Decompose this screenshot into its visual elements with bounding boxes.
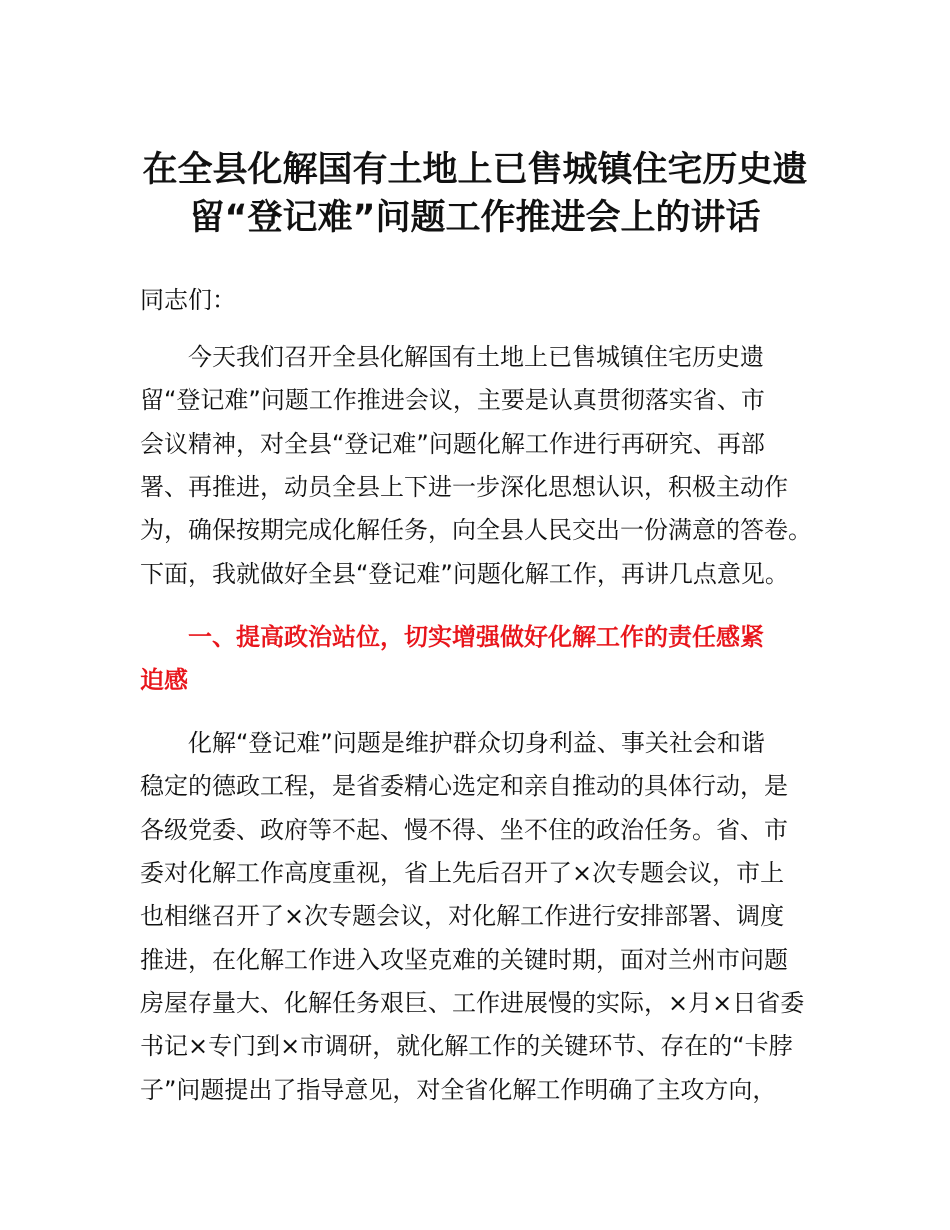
paragraph-line: 下面，我就做好全县“登记难”问题化解工作，再讲几点意见。 (140, 560, 789, 588)
document-title-line-2: 留“登记难”问题工作推进会上的讲话 (189, 198, 761, 238)
paragraph-line: 推进，在化解工作进入攻坚克难的关键时期，面对兰州市问题 (140, 946, 788, 974)
paragraph-line: 署、再推进，动员全县上下进一步深化思想认识，积极主动作 (140, 473, 788, 501)
paragraph-line: 子”问题提出了指导意见，对全省化解工作明确了主攻方向， (140, 1076, 777, 1104)
document-title-line-1: 在全县化解国有土地上已售城镇住宅历史遗 (142, 150, 808, 190)
paragraph-line: 各级党委、政府等不起、慢不得、坐不住的政治任务。省、市 (140, 816, 788, 844)
salutation: 同志们： (140, 286, 236, 314)
paragraph-line: 书记×专门到×市调研，就化解工作的关键环节、存在的“卡脖 (140, 1032, 793, 1060)
paragraph-line: 化解“登记难”问题是维护群众切身利益、事关社会和谐 (188, 729, 765, 757)
section-heading-line: 迫感 (140, 666, 188, 694)
paragraph-line: 也相继召开了×次专题会议，对化解工作进行安排部署、调度 (140, 902, 785, 930)
paragraph-line: 留“登记难”问题工作推进会议，主要是认真贯彻落实省、市 (140, 386, 765, 414)
paragraph-line: 稳定的德政工程，是省委精心选定和亲自推动的具体行动，是 (140, 772, 788, 800)
section-heading-line: 一、提高政治站位，切实增强做好化解工作的责任感紧 (188, 623, 764, 651)
paragraph-line: 委对化解工作高度重视，省上先后召开了×次专题会议，市上 (140, 859, 785, 887)
paragraph-line: 房屋存量大、化解任务艰巨、工作进展慢的实际，×月×日省委 (140, 989, 805, 1017)
paragraph-line: 为，确保按期完成化解任务，向全县人民交出一份满意的答卷。 (140, 516, 812, 544)
paragraph-line: 会议精神，对全县“登记难”问题化解工作进行再研究、再部 (140, 430, 765, 458)
paragraph-line: 今天我们召开全县化解国有土地上已售城镇住宅历史遗 (188, 343, 764, 371)
